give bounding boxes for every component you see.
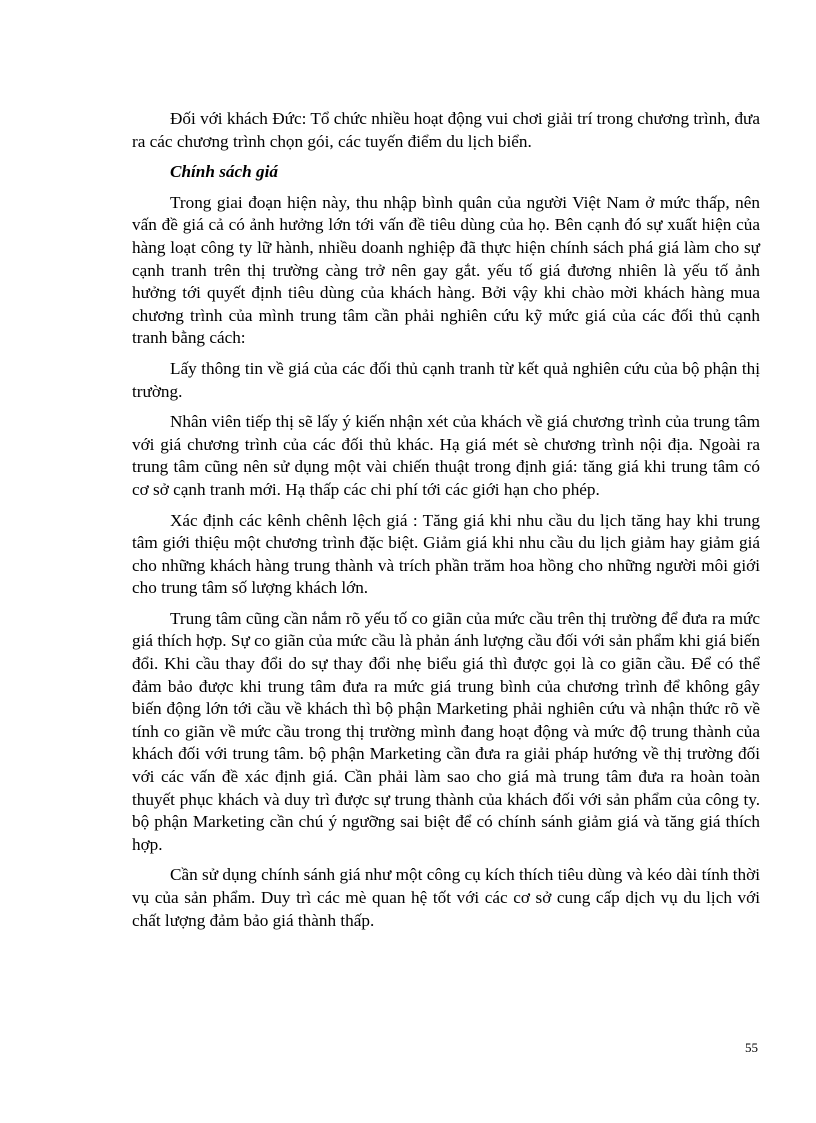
paragraph: Trong giai đoạn hiện này, thu nhập bình quân của người Việt Nam ở mức thấp, nên vấn đề giá cả có ảnh hưởng lớn tới vấn đề tiêu dùng của họ. Bên cạnh đó sự xuất hiện của hàng loạt công ty lữ hành, nhiều doanh nghiệp đã thực hiện chính sách phá giá làm cho sự cạnh tranh trên thị trường càng trở nên gay gắt. yếu tố giá đương nhiên là yếu tố ảnh hưởng tới quyết định tiêu dùng của khách hàng. Bởi vậy khi chào mời khách hàng mua chương trình của mình trung tâm cần phải nghiên cứu kỹ mức giá của các đối thủ cạnh tranh bằng cách: bbox=[132, 192, 760, 348]
section-heading: Chính sách giá bbox=[170, 162, 278, 182]
paragraph: Lấy thông tin về giá của các đối thủ cạnh tranh từ kết quả nghiên cứu của bộ phận thị trường. bbox=[132, 358, 760, 401]
paragraph: Nhân viên tiếp thị sẽ lấy ý kiến nhận xét của khách về giá chương trình của trung tâm với giá chương trình của các đối thủ khác. Hạ giá mét sè chương trình nội địa. Ngoài ra trung tâm cũng nên sử dụng một vài chiến thuật trong định giá: tăng giá khi trung tâm có cơ sở cạnh tranh mới. Hạ thấp các chi phí tới các giới hạn cho phép. bbox=[132, 412, 760, 499]
paragraph: Trung tâm cũng cần nắm rõ yếu tố co giãn của mức cầu trên thị trường để đưa ra mức giá thích hợp. Sự co giãn của mức cầu là phản ánh lượng cầu đối với sản phẩm khi giá biến đổi. Khi cầu thay đổi do sự thay đổi nhẹ biểu giá thì được gọi là co giãn cầu. Để có thể đảm bảo được khi trung tâm đưa ra mức giá trung bình của chương trình để không gây biến động lớn tới cầu về khách thì bộ phận Marketing phải nghiên cứu và nhận thức rõ về tính co giãn về mức cầu trong thị trường mình đang hoạt động và mức độ trung thành của khách đối với trung tâm. bộ phận Marketing cần đưa ra giải pháp hướng về thị trường đối với các vấn đề xác định giá. Cần phải làm sao cho giá mà trung tâm đưa ra hoàn toàn thuyết phục khách và duy trì được sự trung thành của khách đối với sản phẩm của công ty. bộ phận Marketing cần chú ý ngưỡng sai biệt để có chính sánh giảm giá và tăng giá thích hợp. bbox=[132, 608, 760, 854]
paragraph: Cần sử dụng chính sánh giá như một công cụ kích thích tiêu dùng và kéo dài tính thời vụ của sản phẩm. Duy trì các mè quan hệ tốt với các cơ sở cung cấp dịch vụ du lịch với chất lượng đảm bảo giá thành thấp. bbox=[132, 865, 760, 930]
page-number: 55 bbox=[745, 1040, 758, 1055]
paragraph: Xác định các kênh chênh lệch giá : Tăng giá khi nhu cầu du lịch tăng hay khi trung tâm giới thiệu một chương trình đặc biệt. Giảm giá khi nhu cầu du lịch giảm hay giảm giá cho những khách hàng trung thành và trích phần trăm hoa hồng cho những người môi giới cho trung tâm số lượng khách lớn. bbox=[132, 510, 760, 598]
document-page bbox=[132, 108, 760, 940]
paragraph: Đối với khách Đức: Tổ chức nhiều hoạt động vui chơi giải trí trong chương trình, đưa ra các chương trình chọn gói, các tuyến điểm du lịch biển. bbox=[132, 109, 760, 151]
